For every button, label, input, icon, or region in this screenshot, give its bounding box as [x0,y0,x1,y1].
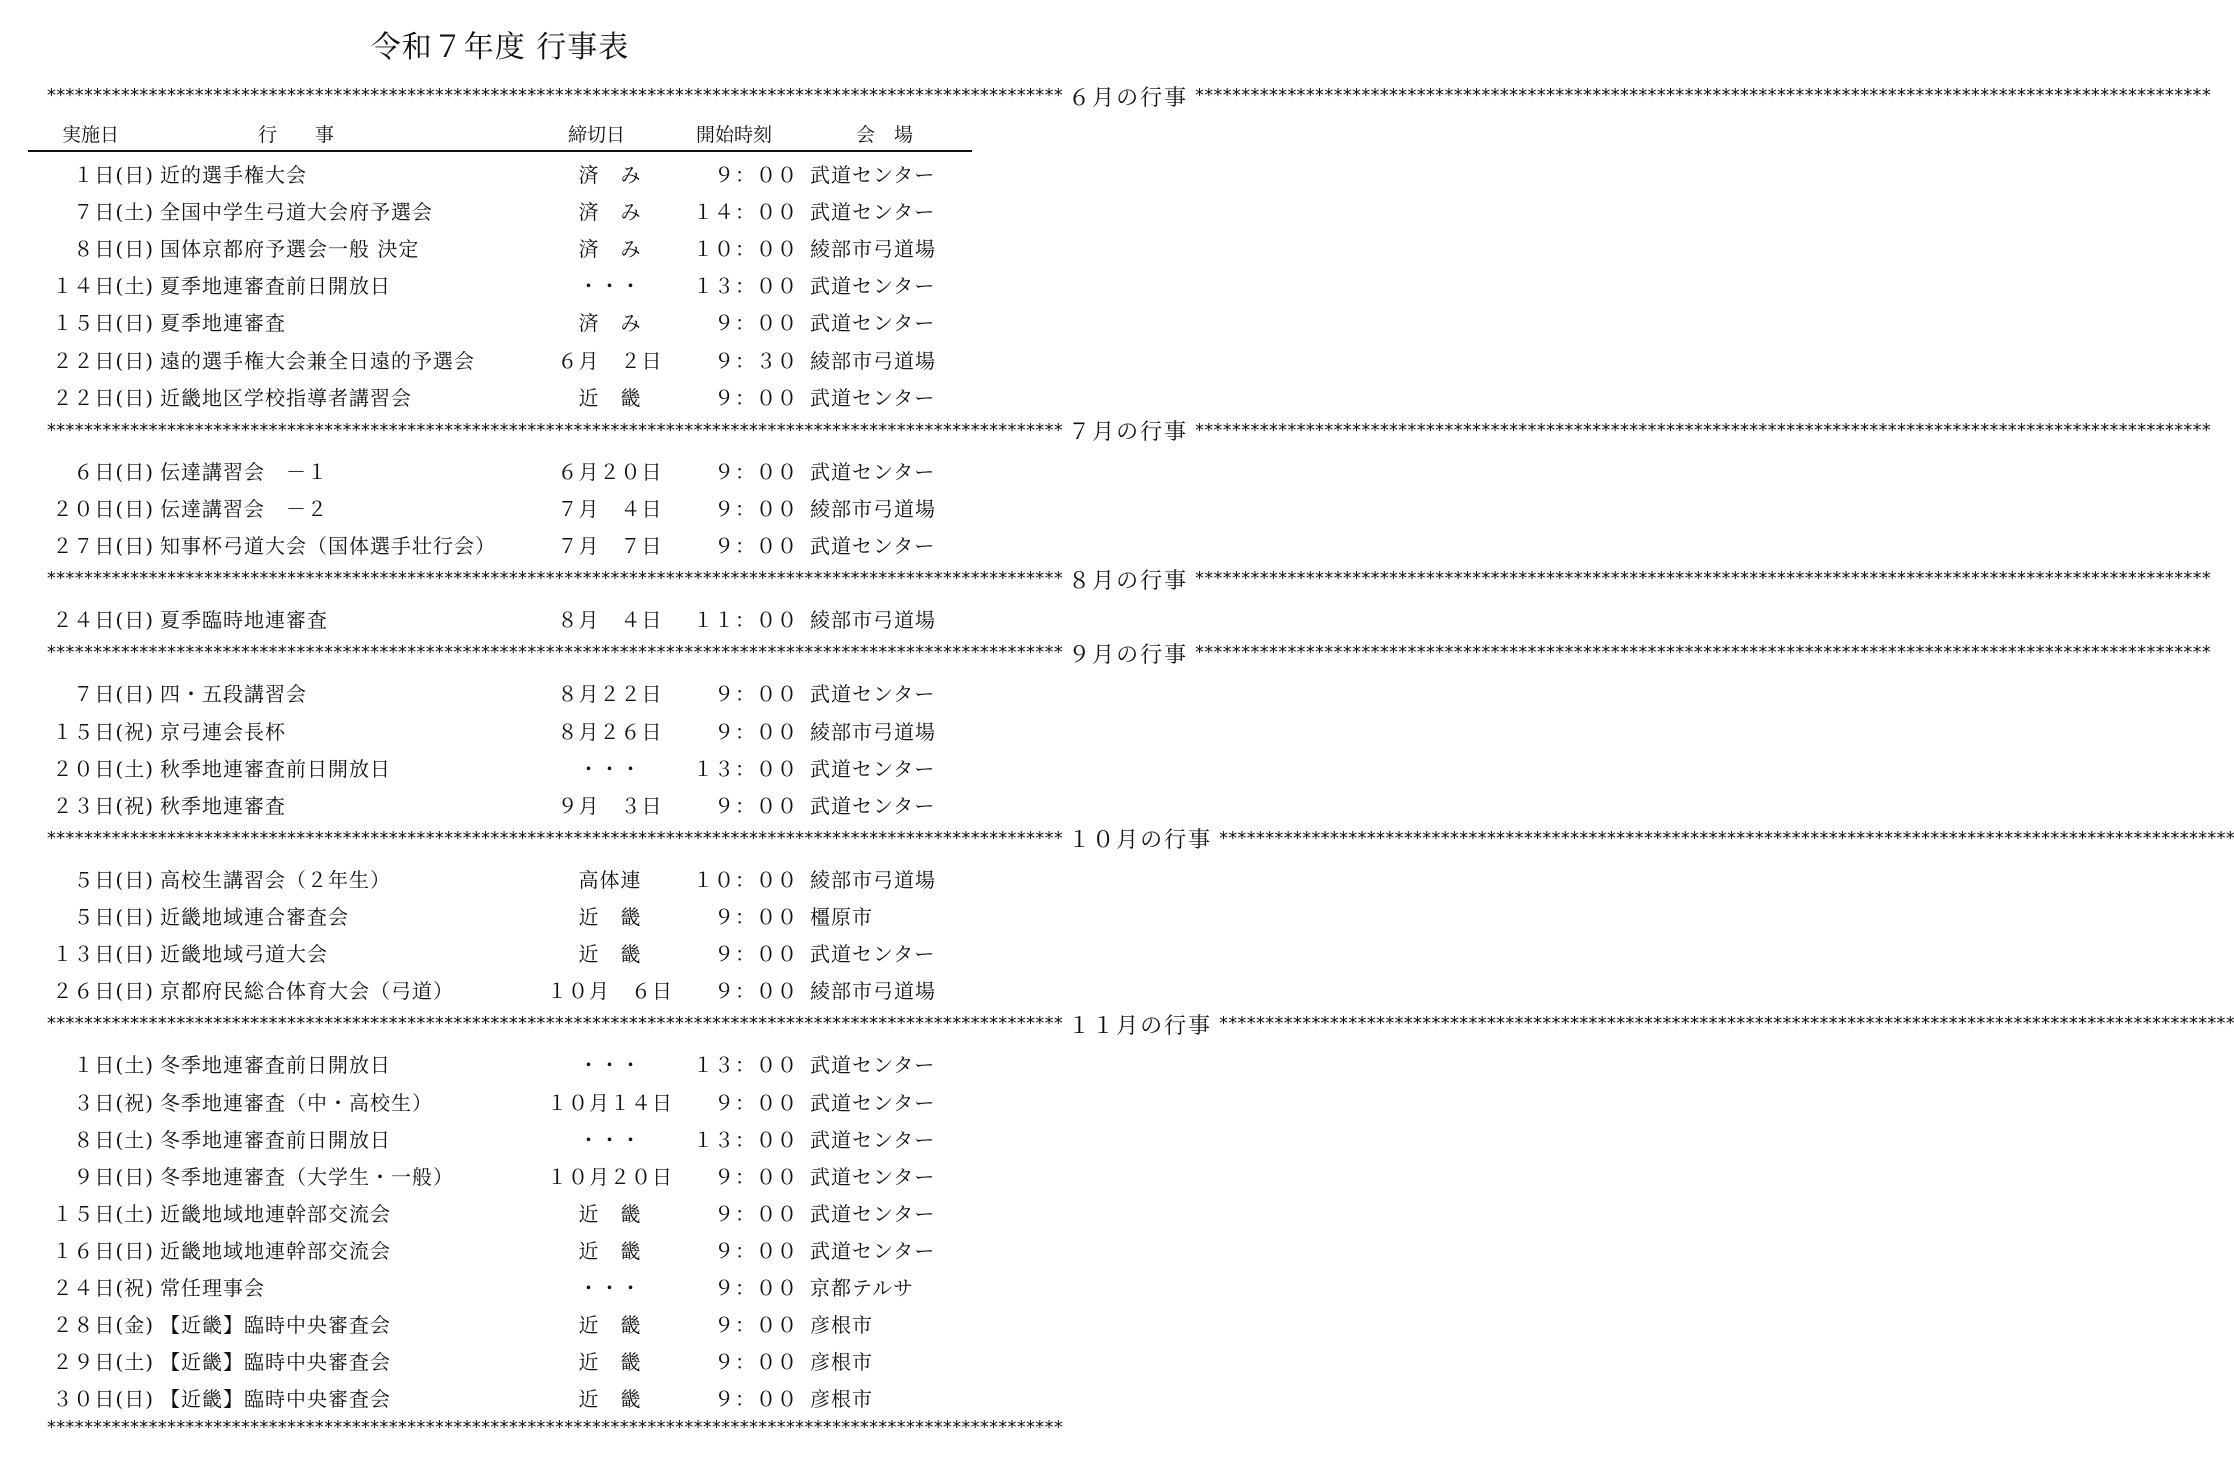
cell-deadline: ・・・ [578,1276,642,1300]
cell-event: 冬季地連審査前日開放日 [160,1053,391,1078]
table-row [0,784,1000,821]
cell-event: 四・五段講習会 [160,682,307,707]
cell-deadline: 近 畿 [578,1201,642,1226]
footer-star-divider [46,1410,1063,1446]
table-row [0,153,1000,190]
cell-deadline: 済 み [578,200,642,225]
table-row [0,747,1000,784]
header-venue: 会 場 [856,124,914,146]
cell-date: ３０日(日) [52,1387,154,1412]
cell-event: 【近畿】臨時中央審査会 [160,1387,391,1412]
cell-date: ２２日(日) [52,348,154,373]
cell-venue: 彦根市 [810,1387,873,1412]
star-fill: ************************************************************************************************************** [46,568,1063,590]
month-label: ６月の行事 [1068,85,1189,111]
cell-event: 近畿地区学校指導者講習会 [160,385,412,410]
cell-event: 遠的選手権大会兼全日遠的予選会 [160,348,475,373]
cell-date: ２９日(土) [52,1350,154,1375]
cell-venue: 綾部市弓道場 [810,237,936,262]
cell-start-time: ９：００ [714,1276,798,1300]
cell-deadline: 近 畿 [578,1313,642,1338]
cell-deadline: ６月２０日 [557,459,663,484]
star-fill: ************************************************************************************************************** [46,419,1063,441]
cell-event: 秋季地連審査前日開放日 [160,756,391,781]
cell-date: ７日(日) [73,682,154,707]
table-row [0,1155,1000,1192]
cell-deadline: ・・・ [578,1053,642,1078]
cell-start-time: ９：００ [714,385,798,410]
cell-event: 伝達講習会 －２ [160,496,328,521]
cell-venue: 彦根市 [810,1313,873,1338]
cell-deadline: 近 畿 [578,1238,642,1263]
table-row [0,264,1000,301]
cell-date: １５日(日) [52,311,154,336]
cell-start-time: ９：００ [714,1387,798,1412]
cell-date: ２６日(日) [52,979,154,1004]
cell-event: 夏季地連審査 [160,311,286,336]
cell-venue: 京都テルサ [810,1276,914,1300]
cell-venue: 武道センター [810,200,936,225]
cell-start-time: ９：００ [714,1313,798,1338]
cell-date: １日(土) [73,1053,154,1078]
month-divider [46,561,2211,597]
table-row [0,1043,1000,1080]
month-divider [46,1006,2234,1042]
star-fill: ************************************************************************************************************** [1194,419,2211,441]
cell-date: ２０日(土) [52,756,154,781]
month-label: ９月の行事 [1068,642,1189,668]
star-fill: ************************************************************************************************************** [46,642,1063,664]
cell-deadline: ８月 ４日 [557,608,663,633]
table-row [0,858,1000,895]
month-label: １０月の行事 [1068,828,1213,854]
month-divider [46,635,2211,671]
cell-deadline: ７月 ７日 [557,534,663,558]
table-header [0,116,1000,148]
cell-event: 冬季地連審査前日開放日 [160,1127,391,1152]
cell-deadline: ７月 ４日 [557,496,663,521]
cell-venue: 武道センター [810,1127,936,1152]
table-row [0,227,1000,264]
cell-event: 冬季地連審査（中・高校生） [160,1090,433,1115]
header-deadline: 締切日 [568,124,626,146]
cell-venue: 武道センター [810,1201,936,1226]
cell-event: 国体京都府予選会一般 決定 [160,237,420,262]
table-row [0,1118,1000,1155]
cell-date: ５日(日) [73,867,154,892]
cell-date: ２２日(日) [52,385,154,410]
cell-start-time: ９：００ [714,719,798,744]
cell-event: 夏季臨時地連審査 [160,608,328,633]
cell-date: ２７日(日) [52,534,154,558]
header-rule [28,150,972,152]
cell-deadline: ・・・ [578,274,642,299]
cell-start-time: ９：００ [714,682,798,707]
cell-start-time: １３：００ [693,1127,798,1152]
cell-start-time: １４：００ [693,200,798,225]
cell-deadline: ６月 ２日 [557,348,663,373]
star-fill: ************************************************************************************************************** [46,85,1063,106]
table-row [0,1340,1000,1377]
table-row [0,1229,1000,1266]
cell-date: １５日(祝) [52,719,154,744]
cell-event: 近畿地域連合審査会 [160,905,349,929]
cell-start-time: ９：００ [714,1350,798,1375]
star-fill: ************************************************************************************************************** [1194,85,2211,106]
cell-start-time: ９：００ [714,1164,798,1189]
cell-start-time: １３：００ [693,1053,798,1078]
month-divider [46,821,2234,857]
cell-venue: 武道センター [810,163,936,187]
cell-event: 近的選手権大会 [160,163,307,187]
cell-event: 京都府民総合体育大会（弓道） [160,979,454,1004]
cell-deadline: １０月２０日 [547,1164,673,1189]
cell-deadline: 済 み [578,237,642,262]
cell-start-time: ９：００ [714,1201,798,1226]
cell-start-time: ９：００ [714,942,798,967]
cell-start-time: ９：００ [714,1238,798,1263]
cell-deadline: 近 畿 [578,1387,642,1412]
table-row [0,1303,1000,1340]
cell-venue: 武道センター [810,682,936,707]
cell-venue: 武道センター [810,274,936,299]
cell-date: ２０日(日) [52,496,154,521]
cell-deadline: 近 畿 [578,1350,642,1375]
cell-deadline: ８月２２日 [557,682,663,707]
cell-start-time: ９：００ [714,905,798,929]
page-title: 令和７年度 行事表 [370,30,630,65]
cell-date: ６日(日) [73,459,154,484]
cell-venue: 武道センター [810,1053,936,1078]
cell-venue: 武道センター [810,1164,936,1189]
table-row [0,1192,1000,1229]
cell-deadline: ８月２６日 [557,719,663,744]
cell-venue: 綾部市弓道場 [810,867,936,892]
cell-start-time: ９：００ [714,1090,798,1115]
cell-date: １日(日) [73,163,154,187]
cell-date: ８日(日) [73,237,154,262]
cell-venue: 武道センター [810,534,936,558]
cell-start-time: １３：００ [693,756,798,781]
cell-start-time: ９：００ [714,311,798,336]
cell-deadline: 近 畿 [578,905,642,929]
header-date: 実施日 [62,124,120,146]
cell-venue: 橿原市 [810,905,873,929]
month-divider [46,413,2211,449]
table-row [0,376,1000,413]
cell-start-time: ９：００ [714,793,798,818]
cell-venue: 綾部市弓道場 [810,496,936,521]
cell-event: 京弓連会長杯 [160,719,286,744]
table-row [0,969,1000,1006]
cell-deadline: ・・・ [578,756,642,781]
table-row [0,339,1000,376]
cell-start-time: ９：３０ [714,348,798,373]
cell-event: 全国中学生弓道大会府予選会 [160,200,433,225]
cell-deadline: 近 畿 [578,942,642,967]
month-divider [46,78,2211,114]
cell-event: 伝達講習会 －１ [160,459,328,484]
cell-date: ２４日(日) [52,608,154,633]
table-row [0,190,1000,227]
cell-start-time: ９：００ [714,979,798,1004]
table-row [0,598,1000,635]
cell-deadline: 近 畿 [578,385,642,410]
star-fill: ************************************************************************************************************** [46,827,1063,849]
table-row [0,524,1000,561]
cell-date: ２４日(祝) [52,1276,154,1300]
cell-event: 高校生講習会（２年生） [160,867,391,892]
star-fill: ************************************************************************************************************** [1218,1013,2234,1035]
cell-venue: 武道センター [810,793,936,818]
table-row [0,450,1000,487]
month-label: ８月の行事 [1068,568,1189,594]
cell-event: 常任理事会 [160,1276,265,1300]
cell-venue: 武道センター [810,1238,936,1263]
cell-date: １６日(日) [52,1238,154,1263]
table-row [0,301,1000,338]
cell-venue: 綾部市弓道場 [810,719,936,744]
cell-date: ２８日(金) [52,1313,154,1338]
star-fill: ************************************************************************************************************** [46,1013,1063,1035]
table-row [0,895,1000,932]
cell-event: 【近畿】臨時中央審査会 [160,1350,391,1375]
cell-event: 近畿地域地連幹部交流会 [160,1201,391,1226]
cell-start-time: ９：００ [714,459,798,484]
cell-venue: 武道センター [810,385,936,410]
table-row [0,1266,1000,1303]
cell-date: ５日(日) [73,905,154,929]
cell-date: １３日(日) [52,942,154,967]
cell-event: 【近畿】臨時中央審査会 [160,1313,391,1338]
cell-venue: 綾部市弓道場 [810,348,936,373]
month-label: ７月の行事 [1068,420,1189,446]
cell-start-time: ９：００ [714,163,798,187]
star-fill: ************************************************************************************************************** [1218,827,2234,849]
cell-venue: 綾部市弓道場 [810,979,936,1004]
cell-start-time: １０：００ [693,237,798,262]
month-label: １１月の行事 [1068,1013,1213,1039]
cell-date: １５日(土) [52,1201,154,1226]
cell-date: ２３日(祝) [52,793,154,818]
cell-deadline: 済 み [578,163,642,187]
cell-date: ８日(土) [73,1127,154,1152]
cell-venue: 武道センター [810,1090,936,1115]
table-row [0,1377,1000,1414]
cell-event: 知事杯弓道大会（国体選手壮行会） [160,534,496,558]
cell-venue: 武道センター [810,756,936,781]
cell-venue: 武道センター [810,311,936,336]
table-row [0,672,1000,709]
cell-venue: 武道センター [810,459,936,484]
star-fill: ************************************************************************************************************** [1194,642,2211,664]
cell-start-time: １１：００ [693,608,798,633]
cell-start-time: １３：００ [693,274,798,299]
cell-venue: 彦根市 [810,1350,873,1375]
table-row [0,710,1000,747]
cell-deadline: １０月 ６日 [547,979,673,1004]
cell-venue: 武道センター [810,942,936,967]
table-row [0,932,1000,969]
star-fill: ************************************************************************************************************** [46,1417,1063,1438]
cell-date: １４日(土) [52,274,154,299]
cell-start-time: １０：００ [693,867,798,892]
table-row [0,1081,1000,1118]
cell-event: 近畿地域地連幹部交流会 [160,1238,391,1263]
cell-deadline: ９月 ３日 [557,793,663,818]
cell-start-time: ９：００ [714,534,798,558]
header-event: 行 事 [258,124,335,146]
cell-event: 秋季地連審査 [160,793,286,818]
cell-venue: 綾部市弓道場 [810,608,936,633]
cell-date: ９日(日) [73,1164,154,1189]
star-fill: ************************************************************************************************************** [1194,568,2211,590]
cell-event: 近畿地域弓道大会 [160,942,328,967]
cell-event: 夏季地連審査前日開放日 [160,274,391,299]
cell-start-time: ９：００ [714,496,798,521]
cell-deadline: 高体連 [578,867,642,892]
cell-deadline: １０月１４日 [547,1090,673,1115]
cell-deadline: ・・・ [578,1127,642,1152]
cell-date: ３日(祝) [73,1090,154,1115]
cell-date: ７日(土) [73,200,154,225]
cell-deadline: 済 み [578,311,642,336]
table-row [0,487,1000,524]
header-time: 開始時刻 [696,124,773,146]
cell-event: 冬季地連審査（大学生・一般） [160,1164,454,1189]
